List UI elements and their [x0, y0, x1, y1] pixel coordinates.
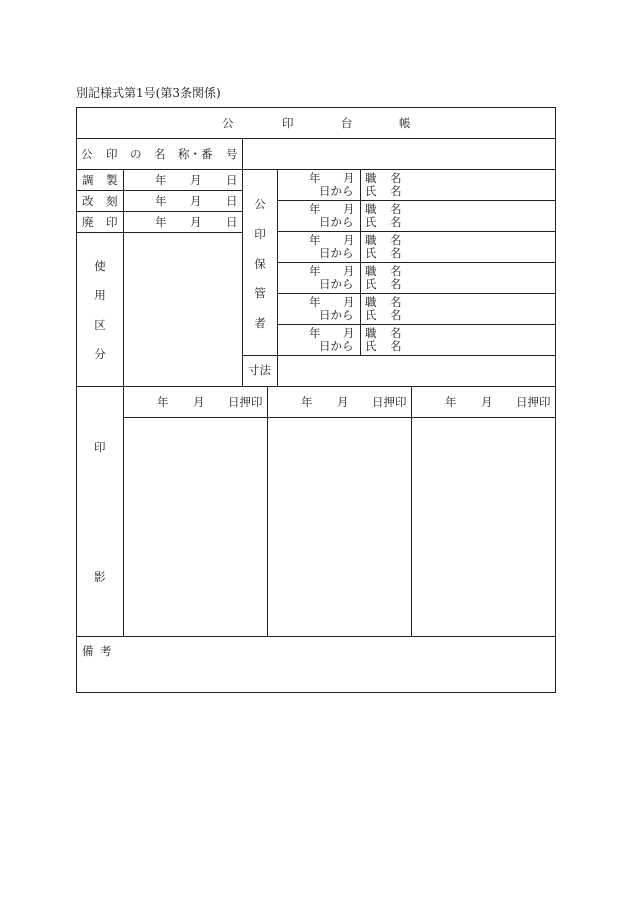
form-caption: 別記様式第1号(第3条関係) — [76, 86, 221, 100]
size-field[interactable] — [278, 356, 555, 386]
title-char: 公 — [222, 116, 234, 130]
usage-category-label: 使 用 区 分 — [94, 259, 106, 361]
remarks-field[interactable] — [77, 660, 555, 692]
usage-category-field[interactable] — [124, 233, 242, 386]
title-char: 帳 — [399, 116, 411, 130]
size-label: 寸法 — [248, 363, 271, 377]
impression-label: 印 — [94, 440, 106, 454]
impression-box[interactable] — [268, 418, 411, 636]
title-char: 印 — [282, 116, 294, 130]
impression-box[interactable] — [124, 418, 267, 636]
impression-label: 影 — [94, 570, 106, 584]
seal-keeper-label: 公 印 保 管 者 — [254, 197, 266, 330]
title-char: 台 — [341, 116, 353, 130]
seal-name-number-field[interactable] — [243, 139, 555, 169]
impression-box[interactable] — [412, 418, 555, 636]
